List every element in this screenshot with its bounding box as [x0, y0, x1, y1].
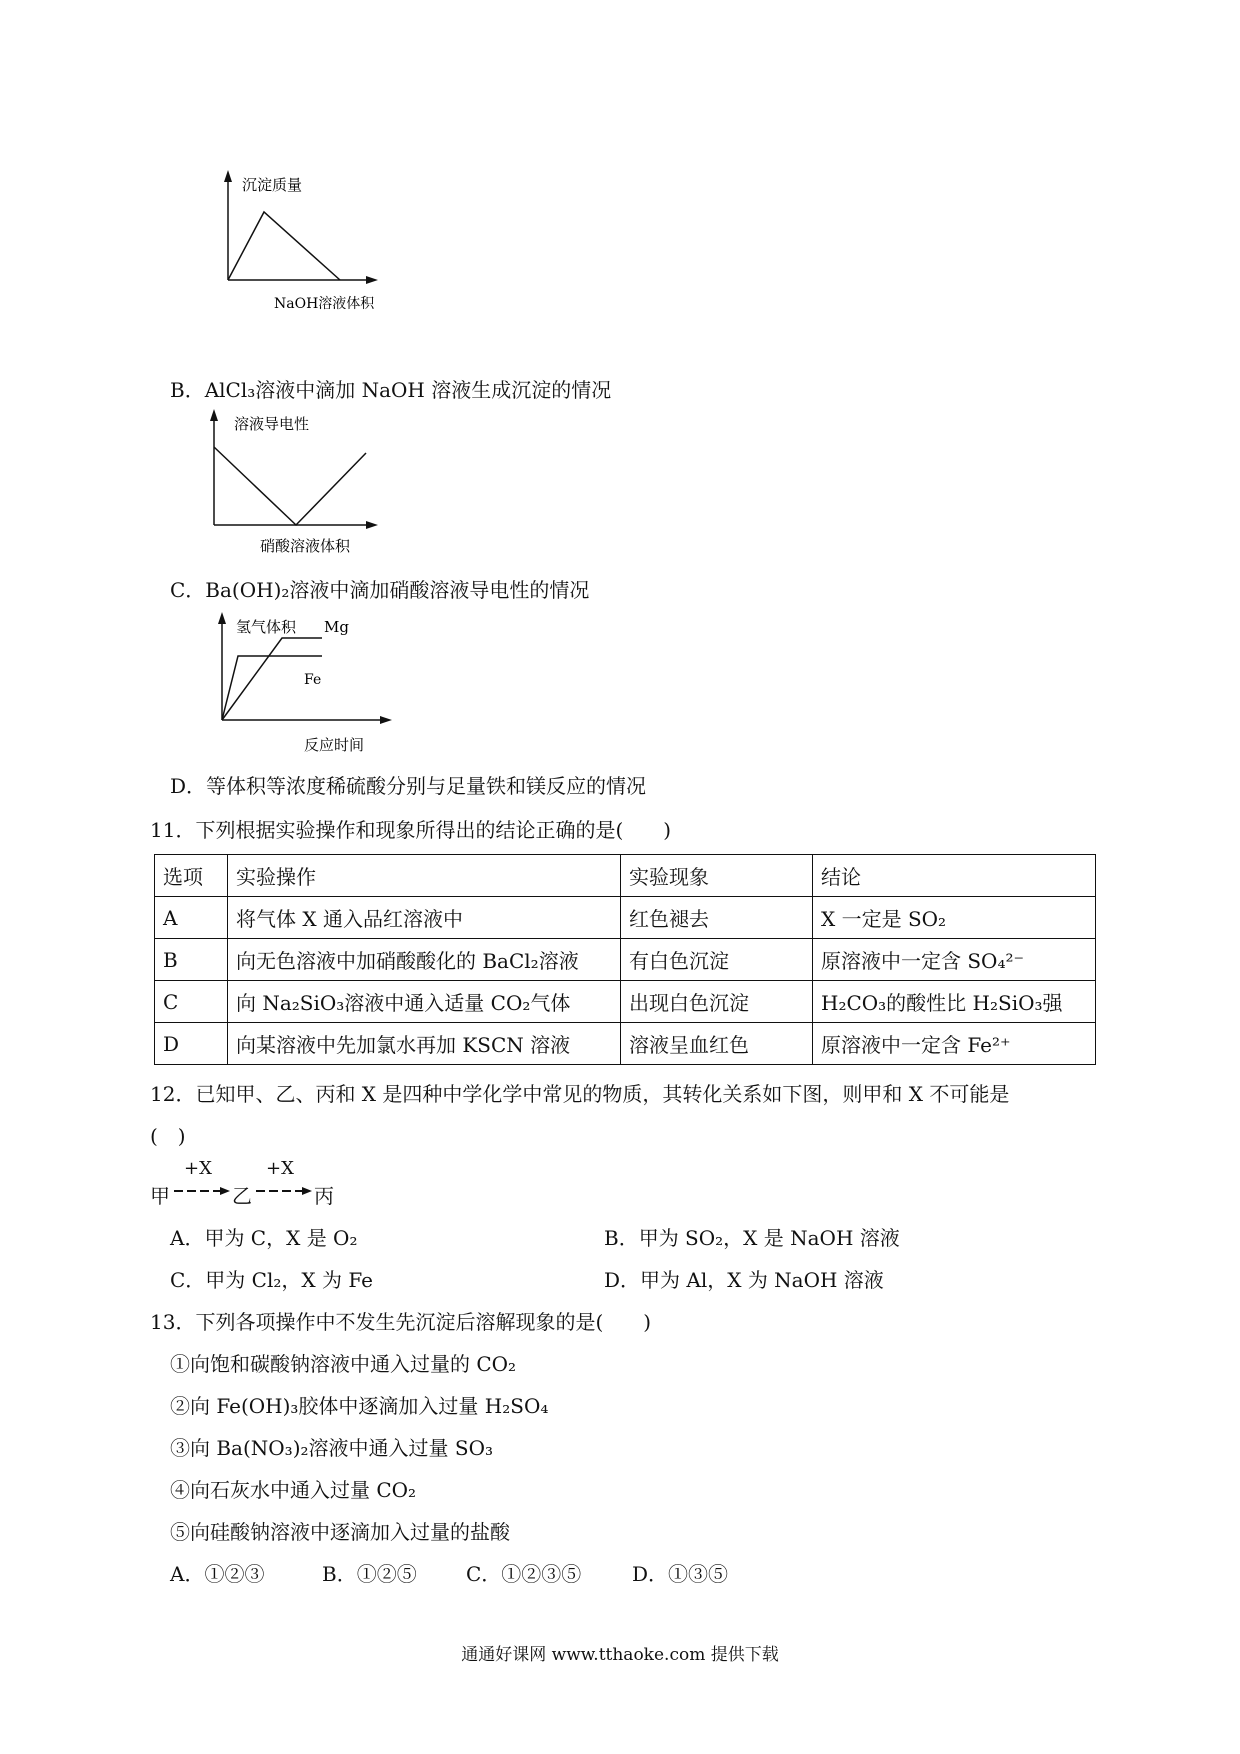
x-axis-arrow — [366, 521, 378, 529]
table-cell: 有白色沉淀 — [621, 939, 813, 981]
q12-option-b: B．甲为 SO₂，X 是 NaOH 溶液 — [604, 1226, 900, 1250]
scheme-bing: 丙 — [314, 1184, 334, 1208]
table-row — [155, 897, 1096, 939]
scheme-reagent-2: +X — [266, 1158, 294, 1179]
table-cell: A — [155, 897, 228, 939]
table-cell: D — [155, 1023, 228, 1065]
table-cell: 向无色溶液中加硝酸酸化的 BaCl₂溶液 — [228, 939, 621, 981]
option-d-text: D．等体积等浓度稀硫酸分别与足量铁和镁反应的情况 — [170, 774, 647, 798]
mg-curve — [222, 656, 322, 720]
q12-option-a: A．甲为 C，X 是 O₂ — [170, 1226, 358, 1250]
table-cell: 原溶液中一定含 Fe²⁺ — [813, 1023, 1096, 1065]
footer-download-note: 通通好课网 www.tthaoke.com 提供下载 — [461, 1645, 779, 1665]
q13-item-5: ⑤向硅酸钠溶液中逐滴加入过量的盐酸 — [170, 1520, 510, 1544]
scheme-reagent-1: +X — [184, 1158, 212, 1179]
figure-precipitate-graph — [200, 160, 390, 320]
figure-b-x-label: 硝酸溶液体积 — [260, 537, 351, 555]
table-header-row — [155, 855, 1096, 897]
scheme-jia: 甲 — [150, 1184, 170, 1208]
q11-stem: 11．下列根据实验操作和现象所得出的结论正确的是( ) — [150, 818, 672, 842]
table-header: 结论 — [813, 855, 1096, 897]
scheme-arrow-2 — [256, 1184, 312, 1198]
y-axis-arrow — [224, 170, 232, 182]
option-b-text: B．AlCl₃溶液中滴加 NaOH 溶液生成沉淀的情况 — [170, 378, 612, 402]
table-cell: 向某溶液中先加氯水再加 KSCN 溶液 — [228, 1023, 621, 1065]
figure-conductivity-graph — [200, 405, 390, 555]
table-header: 选项 — [155, 855, 228, 897]
q12-stem: 12．已知甲、乙、丙和 X 是四种中学化学中常见的物质，其转化关系如下图，则甲和 X 不可能是 — [150, 1082, 1010, 1106]
y-axis-arrow — [210, 409, 218, 421]
q13-item-1: ①向饱和碳酸钠溶液中通入过量的 CO₂ — [170, 1352, 517, 1376]
q13-item-2: ②向 Fe(OH)₃胶体中逐滴加入过量 H₂SO₄ — [170, 1394, 549, 1418]
figure-b-y-label: 溶液导电性 — [234, 415, 310, 433]
y-axis-arrow — [218, 612, 226, 624]
table-cell: B — [155, 939, 228, 981]
table-cell: H₂CO₃的酸性比 H₂SiO₃强 — [813, 981, 1096, 1023]
option-c-text: C．Ba(OH)₂溶液中滴加硝酸溶液导电性的情况 — [170, 578, 590, 602]
conductivity-curve — [214, 447, 366, 525]
table-cell: 将气体 X 通入品红溶液中 — [228, 897, 621, 939]
figure-c-mg-label: Mg — [324, 618, 349, 636]
table-row — [155, 981, 1096, 1023]
table-cell: 出现白色沉淀 — [621, 981, 813, 1023]
table-row — [155, 1023, 1096, 1065]
figure-a-y-label: 沉淀质量 — [242, 176, 303, 194]
q13-stem: 13．下列各项操作中不发生先沉淀后溶解现象的是( ) — [150, 1310, 652, 1334]
precipitate-curve — [228, 212, 340, 280]
scheme-arrow-1 — [174, 1184, 230, 1198]
table-header: 实验现象 — [621, 855, 813, 897]
q12-option-d: D．甲为 Al，X 为 NaOH 溶液 — [604, 1268, 884, 1292]
q11-table — [154, 854, 1096, 1065]
q13-option-a: A．①②③ — [170, 1562, 265, 1586]
q13-option-c: C．①②③⑤ — [466, 1562, 582, 1586]
table-header: 实验操作 — [228, 855, 621, 897]
table-cell: 向 Na₂SiO₃溶液中通入适量 CO₂气体 — [228, 981, 621, 1023]
table-row — [155, 939, 1096, 981]
x-axis-arrow — [380, 716, 392, 724]
q13-option-d: D．①③⑤ — [632, 1562, 729, 1586]
figure-c-y-label: 氢气体积 — [236, 618, 297, 636]
table-cell: 溶液呈血红色 — [621, 1023, 813, 1065]
conversion-scheme — [150, 1158, 390, 1210]
q13-option-b: B．①②⑤ — [322, 1562, 417, 1586]
figure-hydrogen-graph — [200, 608, 400, 758]
scheme-yi: 乙 — [232, 1184, 252, 1208]
q12-paren: ( ) — [150, 1124, 186, 1148]
table-cell: X 一定是 SO₂ — [813, 897, 1096, 939]
table-cell: 原溶液中一定含 SO₄²⁻ — [813, 939, 1096, 981]
figure-c-fe-label: Fe — [304, 672, 322, 688]
q13-item-4: ④向石灰水中通入过量 CO₂ — [170, 1478, 417, 1502]
figure-a-x-label: NaOH溶液体积 — [274, 296, 375, 312]
table-cell: C — [155, 981, 228, 1023]
q13-item-3: ③向 Ba(NO₃)₂溶液中通入过量 SO₃ — [170, 1436, 493, 1460]
figure-c-x-label: 反应时间 — [304, 736, 365, 754]
x-axis-arrow — [366, 276, 378, 284]
table-cell: 红色褪去 — [621, 897, 813, 939]
q12-option-c: C．甲为 Cl₂，X 为 Fe — [170, 1268, 373, 1292]
